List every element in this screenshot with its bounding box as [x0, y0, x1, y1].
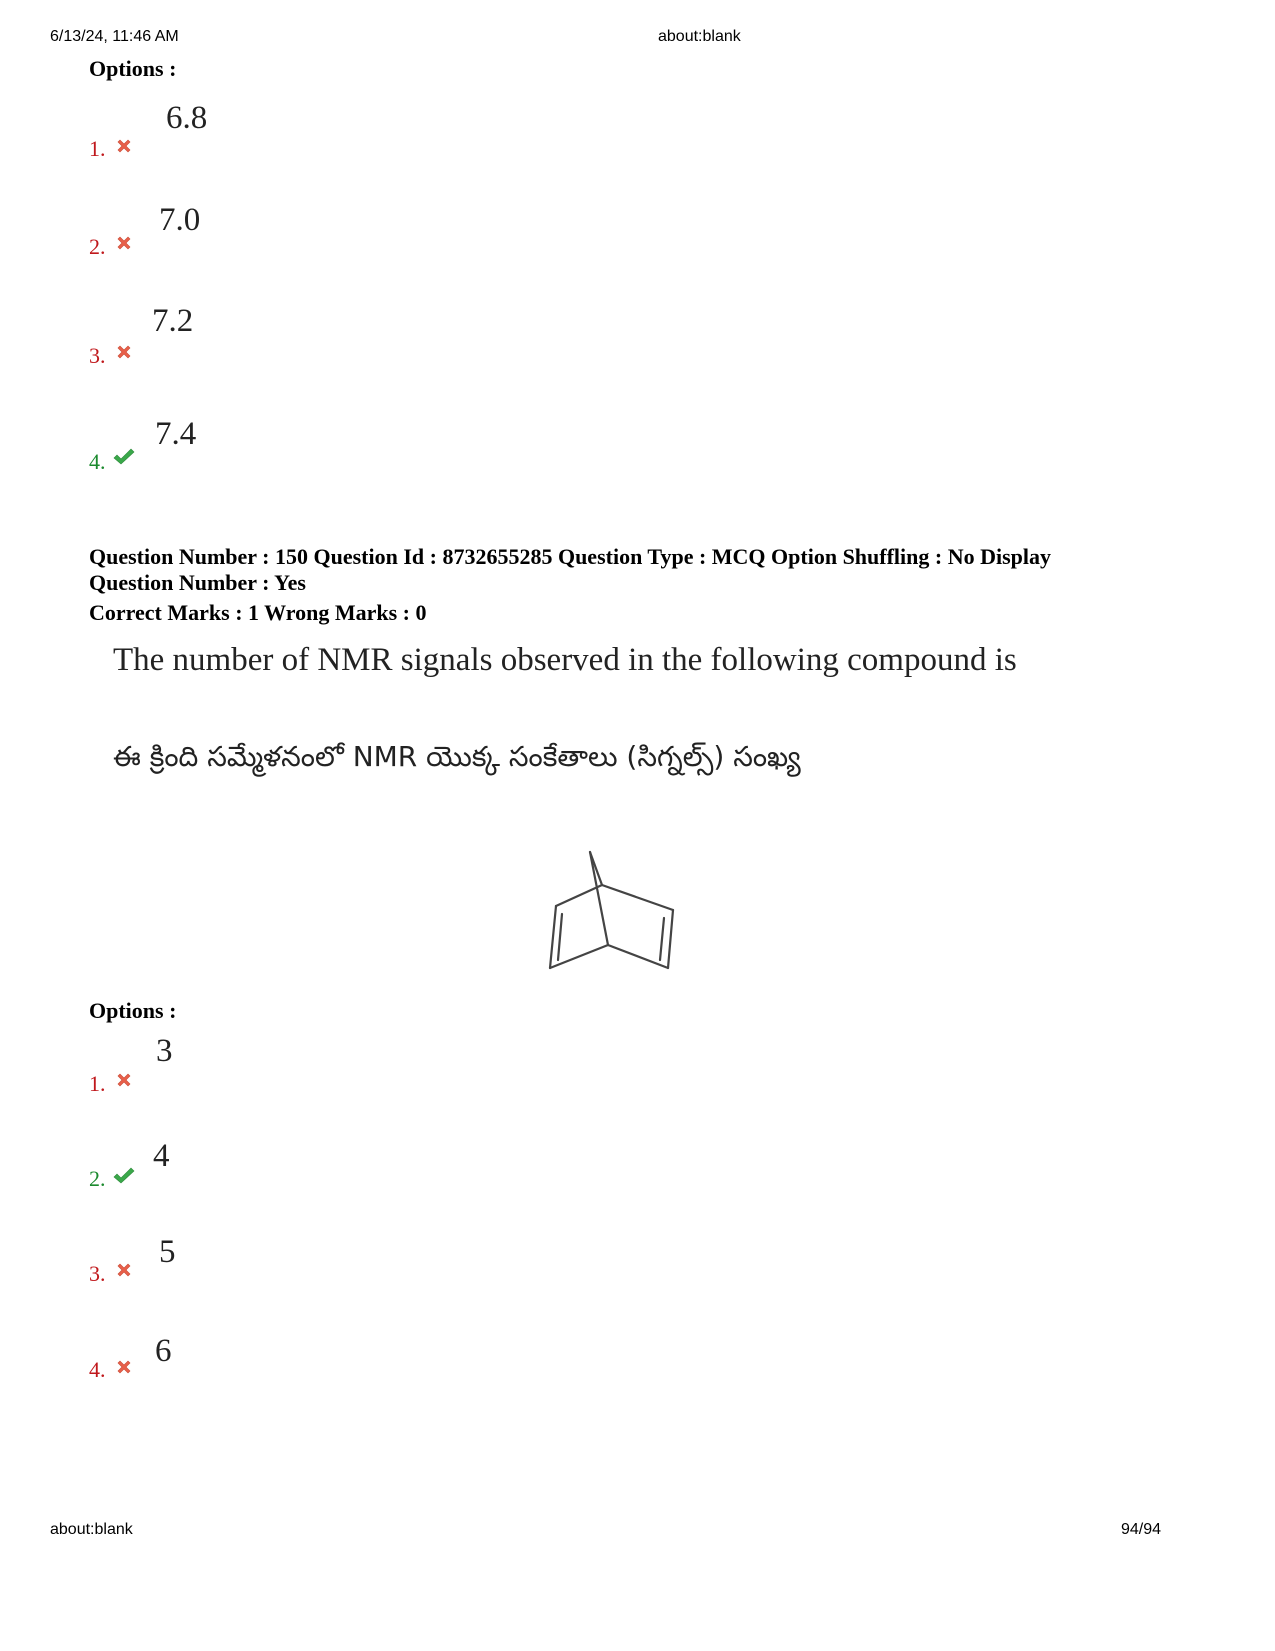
question-text-telugu: ఈ క్రింది సమ్మేళనంలో NMR యొక్క సంకేతాలు (సిగ్నల్స్) సంఖ్య — [113, 740, 801, 773]
cross-icon — [115, 1358, 133, 1376]
option-item — [89, 1234, 389, 1304]
question-marks: Correct Marks : 1 Wrong Marks : 0 — [89, 600, 427, 625]
question-meta-cont: Question Number : Yes — [89, 570, 306, 595]
option-number: 1. — [89, 1071, 106, 1096]
check-icon — [113, 1167, 135, 1185]
option-number: 3. — [89, 1261, 106, 1286]
option-value: 4 — [153, 1138, 170, 1174]
options-label: Options : — [89, 56, 177, 81]
question-text-english: The number of NMR signals observed in the following compound is — [113, 642, 1017, 678]
option-value: 7.2 — [152, 303, 194, 339]
cross-icon — [115, 1261, 133, 1279]
option-value: 6 — [155, 1333, 172, 1369]
cross-icon — [115, 137, 133, 155]
check-icon — [113, 448, 135, 466]
question-meta: Question Number : 150 Question Id : 8732655285 Question Type : MCQ Option Shuffling : No Display — [89, 544, 1052, 569]
option-value: 7.0 — [159, 202, 201, 238]
option-item — [89, 200, 389, 270]
page-number: 94/94 — [1121, 1521, 1162, 1538]
option-number: 3. — [89, 343, 106, 368]
option-number: 1. — [89, 136, 106, 161]
print-datetime: 6/13/24, 11:46 AM — [50, 28, 179, 45]
option-item — [89, 416, 389, 486]
option-item — [89, 100, 389, 170]
options-label: Options : — [89, 998, 177, 1023]
option-item — [89, 303, 389, 373]
option-number: 4. — [89, 1357, 106, 1382]
option-value: 6.8 — [166, 100, 208, 136]
print-footer-url: about:blank — [50, 1521, 133, 1538]
print-url: about:blank — [658, 28, 741, 45]
option-value: 3 — [156, 1033, 173, 1069]
norbornadiene-structure-icon — [540, 840, 685, 980]
option-number: 2. — [89, 1166, 106, 1191]
option-value: 5 — [159, 1234, 176, 1270]
option-item — [89, 1138, 389, 1208]
cross-icon — [115, 234, 133, 252]
cross-icon — [115, 343, 133, 361]
option-item — [89, 1333, 389, 1403]
option-value: 7.4 — [155, 416, 197, 452]
option-item — [89, 1033, 389, 1103]
option-number: 2. — [89, 234, 106, 259]
cross-icon — [115, 1071, 133, 1089]
option-number: 4. — [89, 449, 106, 474]
